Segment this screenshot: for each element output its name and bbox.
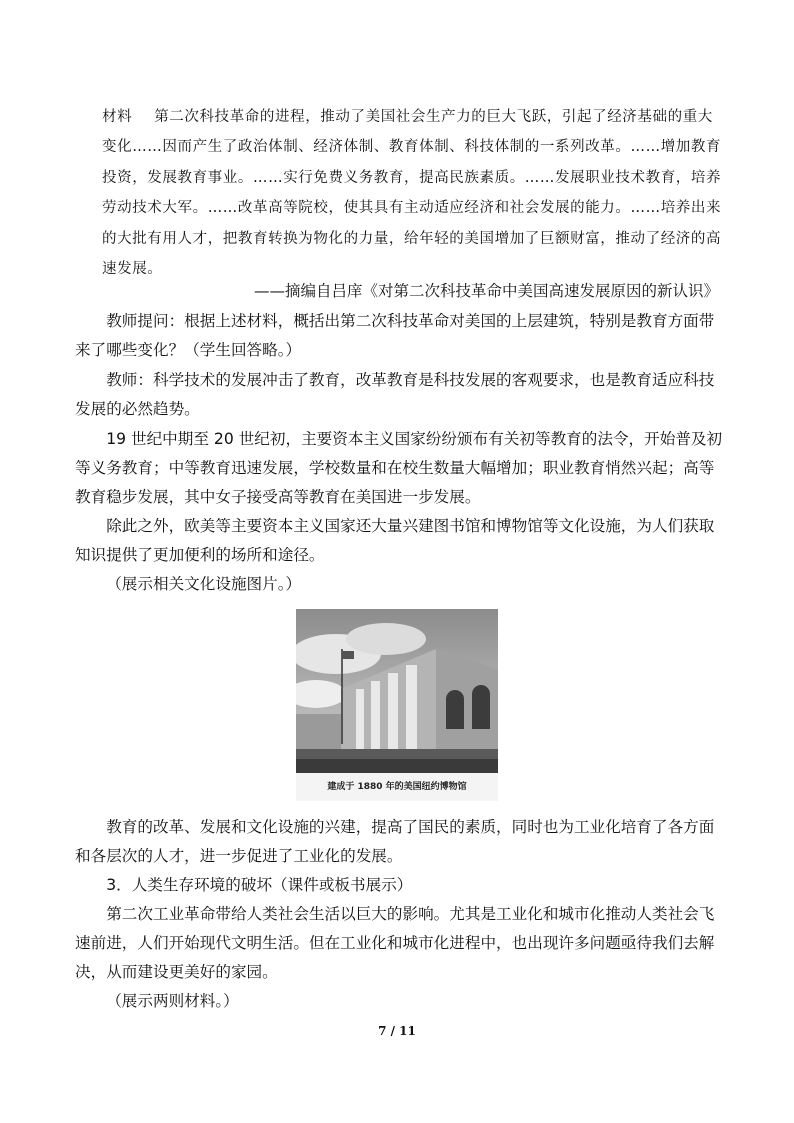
education-history-paragraph: 19 世纪中期至 20 世纪初，主要资本主义国家纷纷颁布有关初等教育的法令，开始普及初等义务教育；中等教育迅速发展，学校数量和在校生数量大幅增加；职业教育悄然兴起；高等教育稳步发展，其中女子接受高等教育在美国进一步发展。 (75, 430, 723, 506)
teacher-statement: 教师：科学技术的发展冲击了教育，改革教育是科技发展的客观要求，也是教育适应科技发展的必然趋势。 (75, 371, 715, 418)
material-text: 第二次科技革命的进程，推动了美国社会生产力的巨大飞跃，引起了经济基础的重大变化……因而产生了政治体制、经济体制、教育体制、科技体制的一系列改革。……增加教育投资，发展教育事业。……实行免费义务教育，提高民族素质。……发展职业技术教育，培养劳动技术大军。……改革高等院校，使其具有主动适应经济和社会发展的能力。……培养出来的大批有用人才，把教育转换为物化的力量，给年轻的美国增加了巨额财富，推动了经济的高速发展。 (102, 109, 722, 278)
show-pictures-note: （展示相关文化设施图片。） (106, 575, 302, 593)
show-materials-note: （展示两则材料。） (106, 992, 239, 1010)
teacher-question: 教师提问：根据上述材料，概括出第二次科技革命对美国的上层建筑，特别是教育方面带来了哪些变化？（学生回答略。） (75, 312, 715, 359)
conclusion-paragraph: 教育的改革、发展和文化设施的兴建，提高了国民的素质，同时也为工业化培育了各方面和各层次的人才，进一步促进了工业化的发展。 (75, 818, 715, 865)
material-source: ——摘编自吕庠《对第二次科技革命中美国高速发展原因的新认识》 (253, 282, 719, 300)
industrial-impact-paragraph: 第二次工业革命带给人类社会生活以巨大的影响。尤其是工业化和城市化推动人类社会飞速前进，人们开始现代文明生活。但在工业化和城市化进程中，也出现许多问题亟待我们去解决，从而建设更美好的家园。 (75, 905, 715, 981)
museum-photo (296, 609, 498, 773)
photo-caption-box (296, 773, 498, 801)
material-label: 材料 (102, 109, 133, 125)
photo-caption: 建成于 1880 年的美国纽约博物馆 (327, 782, 467, 792)
section-heading-environment: 3．人类生存环境的破坏（课件或板书展示） (106, 876, 413, 894)
page-indicator: 7 / 11 (378, 1024, 416, 1038)
cultural-facilities-paragraph: 除此之外，欧美等主要资本主义国家还大量兴建图书馆和博物馆等文化设施，为人们获取知识提供了更加便利的场所和途径。 (75, 517, 715, 564)
material-quote (102, 102, 722, 284)
